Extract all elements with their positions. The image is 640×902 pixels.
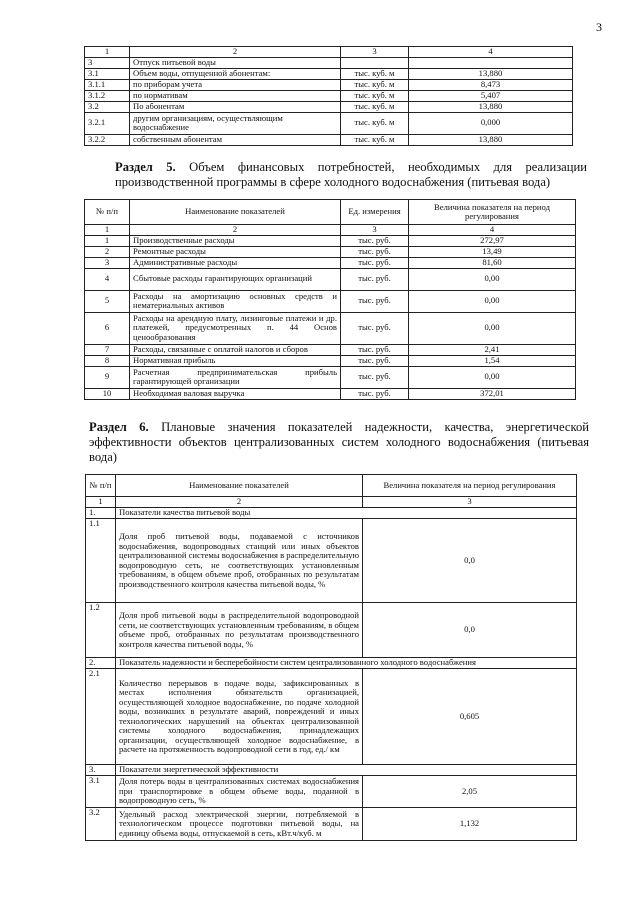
row-num: 7 bbox=[85, 344, 130, 355]
section-6-title: Плановые значения показателей надежности, качества, энергетической эффективности объектов централизованных систем холодного водоснабжения (питьевая вода) bbox=[89, 420, 590, 464]
row-name: по нормативам bbox=[130, 90, 341, 101]
row-value: 272,97 bbox=[409, 235, 576, 246]
row-value: 5,407 bbox=[409, 90, 573, 101]
row-num: 3.1.2 bbox=[85, 90, 130, 101]
row-name: Расходы на арендную плату, лизинговые платежи и др. платежей, предусмотренных п. 44 Основ ценообразования bbox=[130, 312, 341, 344]
header-value: Величина показателя на период регулирования bbox=[409, 200, 576, 225]
row-unit: тыс. руб. bbox=[341, 312, 409, 344]
table-row bbox=[86, 603, 577, 658]
row-name: Количество перерывов в подаче воды, зафиксированных в местах исполнения обязательств организацией, осуществляющей холодное водоснабжение, по подаче холодной воды, возникших в результате аварий, повреждений и иных технологических нарушений на объектах централизованной системы холодного водоснабжения, принадлежащих организации, осуществляющей холодное водоснабжение, в расчете на протяженность водопроводной сети в год, ед./ км bbox=[116, 669, 363, 765]
row-name: Ремонтные расходы bbox=[130, 246, 341, 257]
row-value: 0,0 bbox=[363, 603, 577, 658]
row-unit: тыс. руб. bbox=[341, 290, 409, 312]
row-num: 8 bbox=[85, 355, 130, 366]
table-row bbox=[85, 312, 576, 344]
row-unit bbox=[341, 58, 409, 69]
row-num: 2 bbox=[85, 246, 130, 257]
water-supply-table bbox=[84, 46, 573, 146]
section-6-label: Раздел 6. bbox=[89, 420, 149, 434]
table-row bbox=[86, 519, 577, 603]
row-unit: тыс. куб. м bbox=[341, 90, 409, 101]
header-number: № п/п bbox=[85, 200, 130, 225]
row-num: 3.1 bbox=[85, 68, 130, 79]
table-row bbox=[85, 366, 576, 388]
table-row bbox=[85, 388, 576, 399]
row-name: другим организациям, осуществляющим водоснабжение bbox=[130, 112, 341, 134]
col-number-2: 2 bbox=[130, 47, 341, 58]
row-num: 2.1 bbox=[86, 669, 116, 765]
table-row bbox=[85, 134, 573, 145]
group-num: 3. bbox=[86, 765, 116, 776]
row-num: 10 bbox=[85, 388, 130, 399]
table-row bbox=[85, 58, 573, 69]
row-unit: тыс. руб. bbox=[341, 257, 409, 268]
row-num: 4 bbox=[85, 268, 130, 290]
col-number-2: 2 bbox=[130, 225, 341, 236]
row-value bbox=[409, 58, 573, 69]
row-unit: тыс. руб. bbox=[341, 344, 409, 355]
row-name: Расходы на амортизацию основных средств и нематериальных активов bbox=[130, 290, 341, 312]
section-5-label: Раздел 5. bbox=[115, 160, 176, 174]
col-number-1: 1 bbox=[85, 225, 130, 236]
row-num: 9 bbox=[85, 366, 130, 388]
row-value: 0,605 bbox=[363, 669, 577, 765]
row-value: 372,01 bbox=[409, 388, 576, 399]
row-name: Доля проб питьевой воды в распределительной водопроводной сети, не соответствующих установленным требованиям, в общем объеме проб, отобранных по результатам производственного контроля качества питьевой воды, % bbox=[116, 603, 363, 658]
row-unit: тыс. руб. bbox=[341, 246, 409, 257]
row-unit: тыс. куб. м bbox=[341, 101, 409, 112]
row-value: 0,000 bbox=[409, 112, 573, 134]
table-row bbox=[85, 290, 576, 312]
row-value: 13,49 bbox=[409, 246, 576, 257]
row-name: Необходимая валовая выручка bbox=[130, 388, 341, 399]
indicators-table bbox=[85, 474, 577, 841]
page-number: 3 bbox=[596, 20, 602, 34]
row-num: 3.2 bbox=[86, 808, 116, 841]
row-name: Доля потерь воды в централизованных системах водоснабжения при транспортировке в общем объеме воды, поданной в водопроводную сеть, % bbox=[116, 776, 363, 808]
section-6-heading bbox=[89, 420, 589, 465]
header-number: № п/п bbox=[86, 475, 116, 497]
row-value: 1,132 bbox=[363, 808, 577, 841]
group-row bbox=[86, 765, 577, 776]
table-row bbox=[85, 344, 576, 355]
row-value: 0,00 bbox=[409, 268, 576, 290]
row-value: 13,880 bbox=[409, 101, 573, 112]
row-unit: тыс. куб. м bbox=[341, 79, 409, 90]
col-number-1: 1 bbox=[86, 497, 116, 508]
row-num: 3 bbox=[85, 257, 130, 268]
table-row bbox=[85, 112, 573, 134]
row-value: 0,00 bbox=[409, 290, 576, 312]
row-unit: тыс. руб. bbox=[341, 355, 409, 366]
row-value: 0,00 bbox=[409, 312, 576, 344]
col-number-1: 1 bbox=[85, 47, 130, 58]
row-value: 2,05 bbox=[363, 776, 577, 808]
table-header-row bbox=[86, 475, 577, 497]
row-value: 8,473 bbox=[409, 79, 573, 90]
column-numbers-row bbox=[85, 225, 576, 236]
row-unit: тыс. руб. bbox=[341, 388, 409, 399]
table-row bbox=[85, 68, 573, 79]
col-number-3: 3 bbox=[363, 497, 577, 508]
group-row bbox=[86, 508, 577, 519]
row-unit: тыс. куб. м bbox=[341, 112, 409, 134]
table-row bbox=[85, 246, 576, 257]
column-numbers-row bbox=[86, 497, 577, 508]
group-title: Показатели энергетической эффективности bbox=[116, 765, 577, 776]
row-name: Расчетная предпринимательская прибыль гарантирующей организации bbox=[130, 366, 341, 388]
table-header-row bbox=[85, 47, 573, 58]
row-num: 1 bbox=[85, 235, 130, 246]
group-title: Показатель надежности и бесперебойности систем централизованного холодного водоснабжения bbox=[116, 658, 577, 669]
row-num: 3.2 bbox=[85, 101, 130, 112]
row-num: 3.2.1 bbox=[85, 112, 130, 134]
row-name: Объем воды, отпущенной абонентам: bbox=[130, 68, 341, 79]
row-name: по приборам учета bbox=[130, 79, 341, 90]
group-num: 1. bbox=[86, 508, 116, 519]
row-name: собственным абонентам bbox=[130, 134, 341, 145]
section-5-title: Объем финансовых потребностей, необходимых для реализации производственной программы в сфере холодного водоснабжения (питьевая вода) bbox=[115, 160, 587, 189]
row-name: Доля проб питьевой воды, подаваемой с источников водоснабжения, водопроводных станций или иных объектов централизованной системы водоснабжения в распределительную водопроводную сеть, не соответствующих установленным требованиям, в общем объеме проб, отобранных по результатам производственного контроля качества питьевой воды, % bbox=[116, 519, 363, 603]
row-num: 1.2 bbox=[86, 603, 116, 658]
table-row bbox=[85, 90, 573, 101]
table-row bbox=[86, 776, 577, 808]
row-num: 3 bbox=[85, 58, 130, 69]
row-unit: тыс. руб. bbox=[341, 268, 409, 290]
row-num: 3.1.1 bbox=[85, 79, 130, 90]
table-row bbox=[85, 355, 576, 366]
col-number-2: 2 bbox=[116, 497, 363, 508]
row-name: Нормативная прибыль bbox=[130, 355, 341, 366]
financial-needs-table bbox=[84, 199, 576, 400]
table-row bbox=[86, 808, 577, 841]
row-value: 13,880 bbox=[409, 134, 573, 145]
row-value: 1,54 bbox=[409, 355, 576, 366]
header-unit: Ед. измерения bbox=[341, 200, 409, 225]
table-row bbox=[85, 268, 576, 290]
table-row bbox=[85, 101, 573, 112]
row-unit: тыс. куб. м bbox=[341, 68, 409, 79]
row-name: Производственные расходы bbox=[130, 235, 341, 246]
row-value: 0,00 bbox=[409, 366, 576, 388]
group-row bbox=[86, 658, 577, 669]
row-value: 0,0 bbox=[363, 519, 577, 603]
col-number-4: 4 bbox=[409, 47, 573, 58]
header-name: Наименование показателей bbox=[116, 475, 363, 497]
row-num: 3.1 bbox=[86, 776, 116, 808]
col-number-3: 3 bbox=[341, 225, 409, 236]
col-number-4: 4 bbox=[409, 225, 576, 236]
table-row bbox=[85, 257, 576, 268]
row-num: 1.1 bbox=[86, 519, 116, 603]
table-row bbox=[86, 669, 577, 765]
row-value: 81,60 bbox=[409, 257, 576, 268]
group-num: 2. bbox=[86, 658, 116, 669]
row-value: 2,41 bbox=[409, 344, 576, 355]
row-name: Сбытовые расходы гарантирующих организаций bbox=[130, 268, 341, 290]
row-num: 6 bbox=[85, 312, 130, 344]
row-unit: тыс. куб. м bbox=[341, 134, 409, 145]
group-title: Показатели качества питьевой воды bbox=[116, 508, 577, 519]
section-5-heading bbox=[115, 160, 587, 190]
row-unit: тыс. руб. bbox=[341, 235, 409, 246]
table-header-row bbox=[85, 200, 576, 225]
table-row bbox=[85, 79, 573, 90]
row-name: Удельный расход электрической энергии, потребляемой в технологическом процессе подготовки питьевой воды, на единицу объема воды, отпускаемой в сеть, кВт.ч/куб. м bbox=[116, 808, 363, 841]
row-name: Административные расходы bbox=[130, 257, 341, 268]
header-name: Наименование показателей bbox=[130, 200, 341, 225]
header-value: Величина показателя на период регулирования bbox=[363, 475, 577, 497]
row-name: Отпуск питьевой воды bbox=[130, 58, 341, 69]
row-num: 3.2.2 bbox=[85, 134, 130, 145]
table-row bbox=[85, 235, 576, 246]
row-name: Расходы, связанные с оплатой налогов и сборов bbox=[130, 344, 341, 355]
row-value: 13,880 bbox=[409, 68, 573, 79]
row-unit: тыс. руб. bbox=[341, 366, 409, 388]
row-name: По абонентам bbox=[130, 101, 341, 112]
col-number-3: 3 bbox=[341, 47, 409, 58]
row-num: 5 bbox=[85, 290, 130, 312]
